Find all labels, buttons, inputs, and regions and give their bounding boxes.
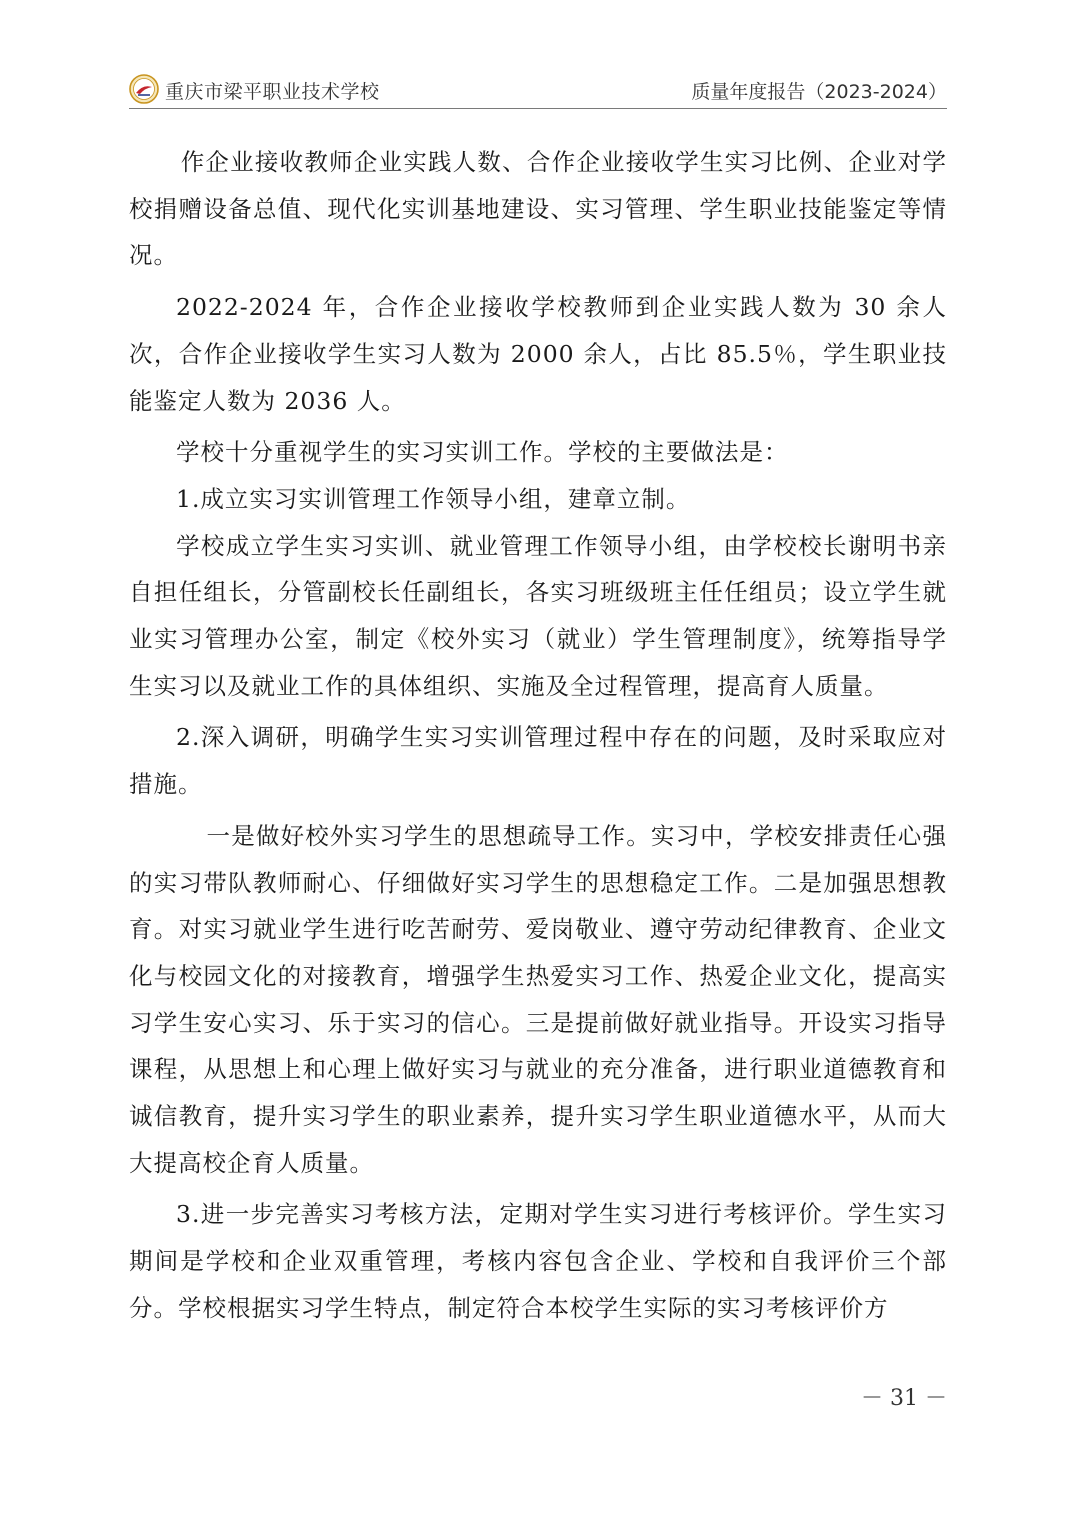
paragraph: 一是做好校外实习学生的思想疏导工作。实习中，学校安排责任心强的实习带队教师耐心、仔细做好实习学生的思想稳定工作。二是加强思想教育。对实习就业学生进行吃苦耐劳、爱岗敬业、遵守劳动纪律教育、企业文化与校园文化的对接教育，增强学生热爱实习工作、热爱企业文化，提高实习学生安心实习、乐于实习的信心。三是提前做好就业指导。开设实习指导课程，从思想上和心理上做好实习与就业的充分准备，进行职业道德教育和诚信教育，提升实习学生的职业素养，提升实习学生职业道德水平，从而大大提高校企育人质量。 — [129, 821, 947, 1177]
school-logo-icon — [129, 74, 159, 104]
paragraph: 作企业接收教师企业实践人数、合作企业接收学生实习比例、企业对学校捐赠设备总值、现代化实训基地建设、实习管理、学生职业技能鉴定等情况。 — [129, 148, 947, 270]
section-heading: 1.成立实习实训管理工作领导小组，建章立制。 — [176, 484, 691, 513]
page-header — [129, 70, 947, 110]
header-divider — [129, 108, 947, 109]
paragraph: 学校十分重视学生的实习实训工作。学校的主要做法是： — [176, 438, 789, 467]
page-number: － 31 － — [861, 1386, 947, 1411]
paragraph: 2022-2024 年，合作企业接收学校教师到企业实践人数为 30 余人次，合作企业接收学生实习人数为 2000 余人，占比 85.5％，学生职业技能鉴定人数为 2036 人。 — [129, 293, 947, 415]
paragraph: 学校成立学生实习实训、就业管理工作领导小组，由学校校长谢明书亲自担任组长，分管副校长任副组长，各实习班级班主任任组员；设立学生就业实习管理办公室，制定《校外实习（就业）学生管理制度》，统筹指导学生实习以及就业工作的具体组织、实施及全过程管理，提高育人质量。 — [129, 531, 947, 700]
body-text — [129, 139, 947, 1332]
paragraph: 3.进一步完善实习考核方法，定期对学生实习进行考核评价。学生实习期间是学校和企业双重管理，考核内容包含企业、学校和自我评价三个部分。学校根据实习学生特点，制定符合本校学生实际的实习考核评价方 — [129, 1200, 947, 1322]
school-name: 重庆市梁平职业技术学校 — [165, 81, 380, 103]
section-heading: 2.深入调研，明确学生实习实训管理过程中存在的问题，及时采取应对措施。 — [129, 723, 947, 799]
report-title: 质量年度报告（2023-2024） — [691, 81, 947, 103]
